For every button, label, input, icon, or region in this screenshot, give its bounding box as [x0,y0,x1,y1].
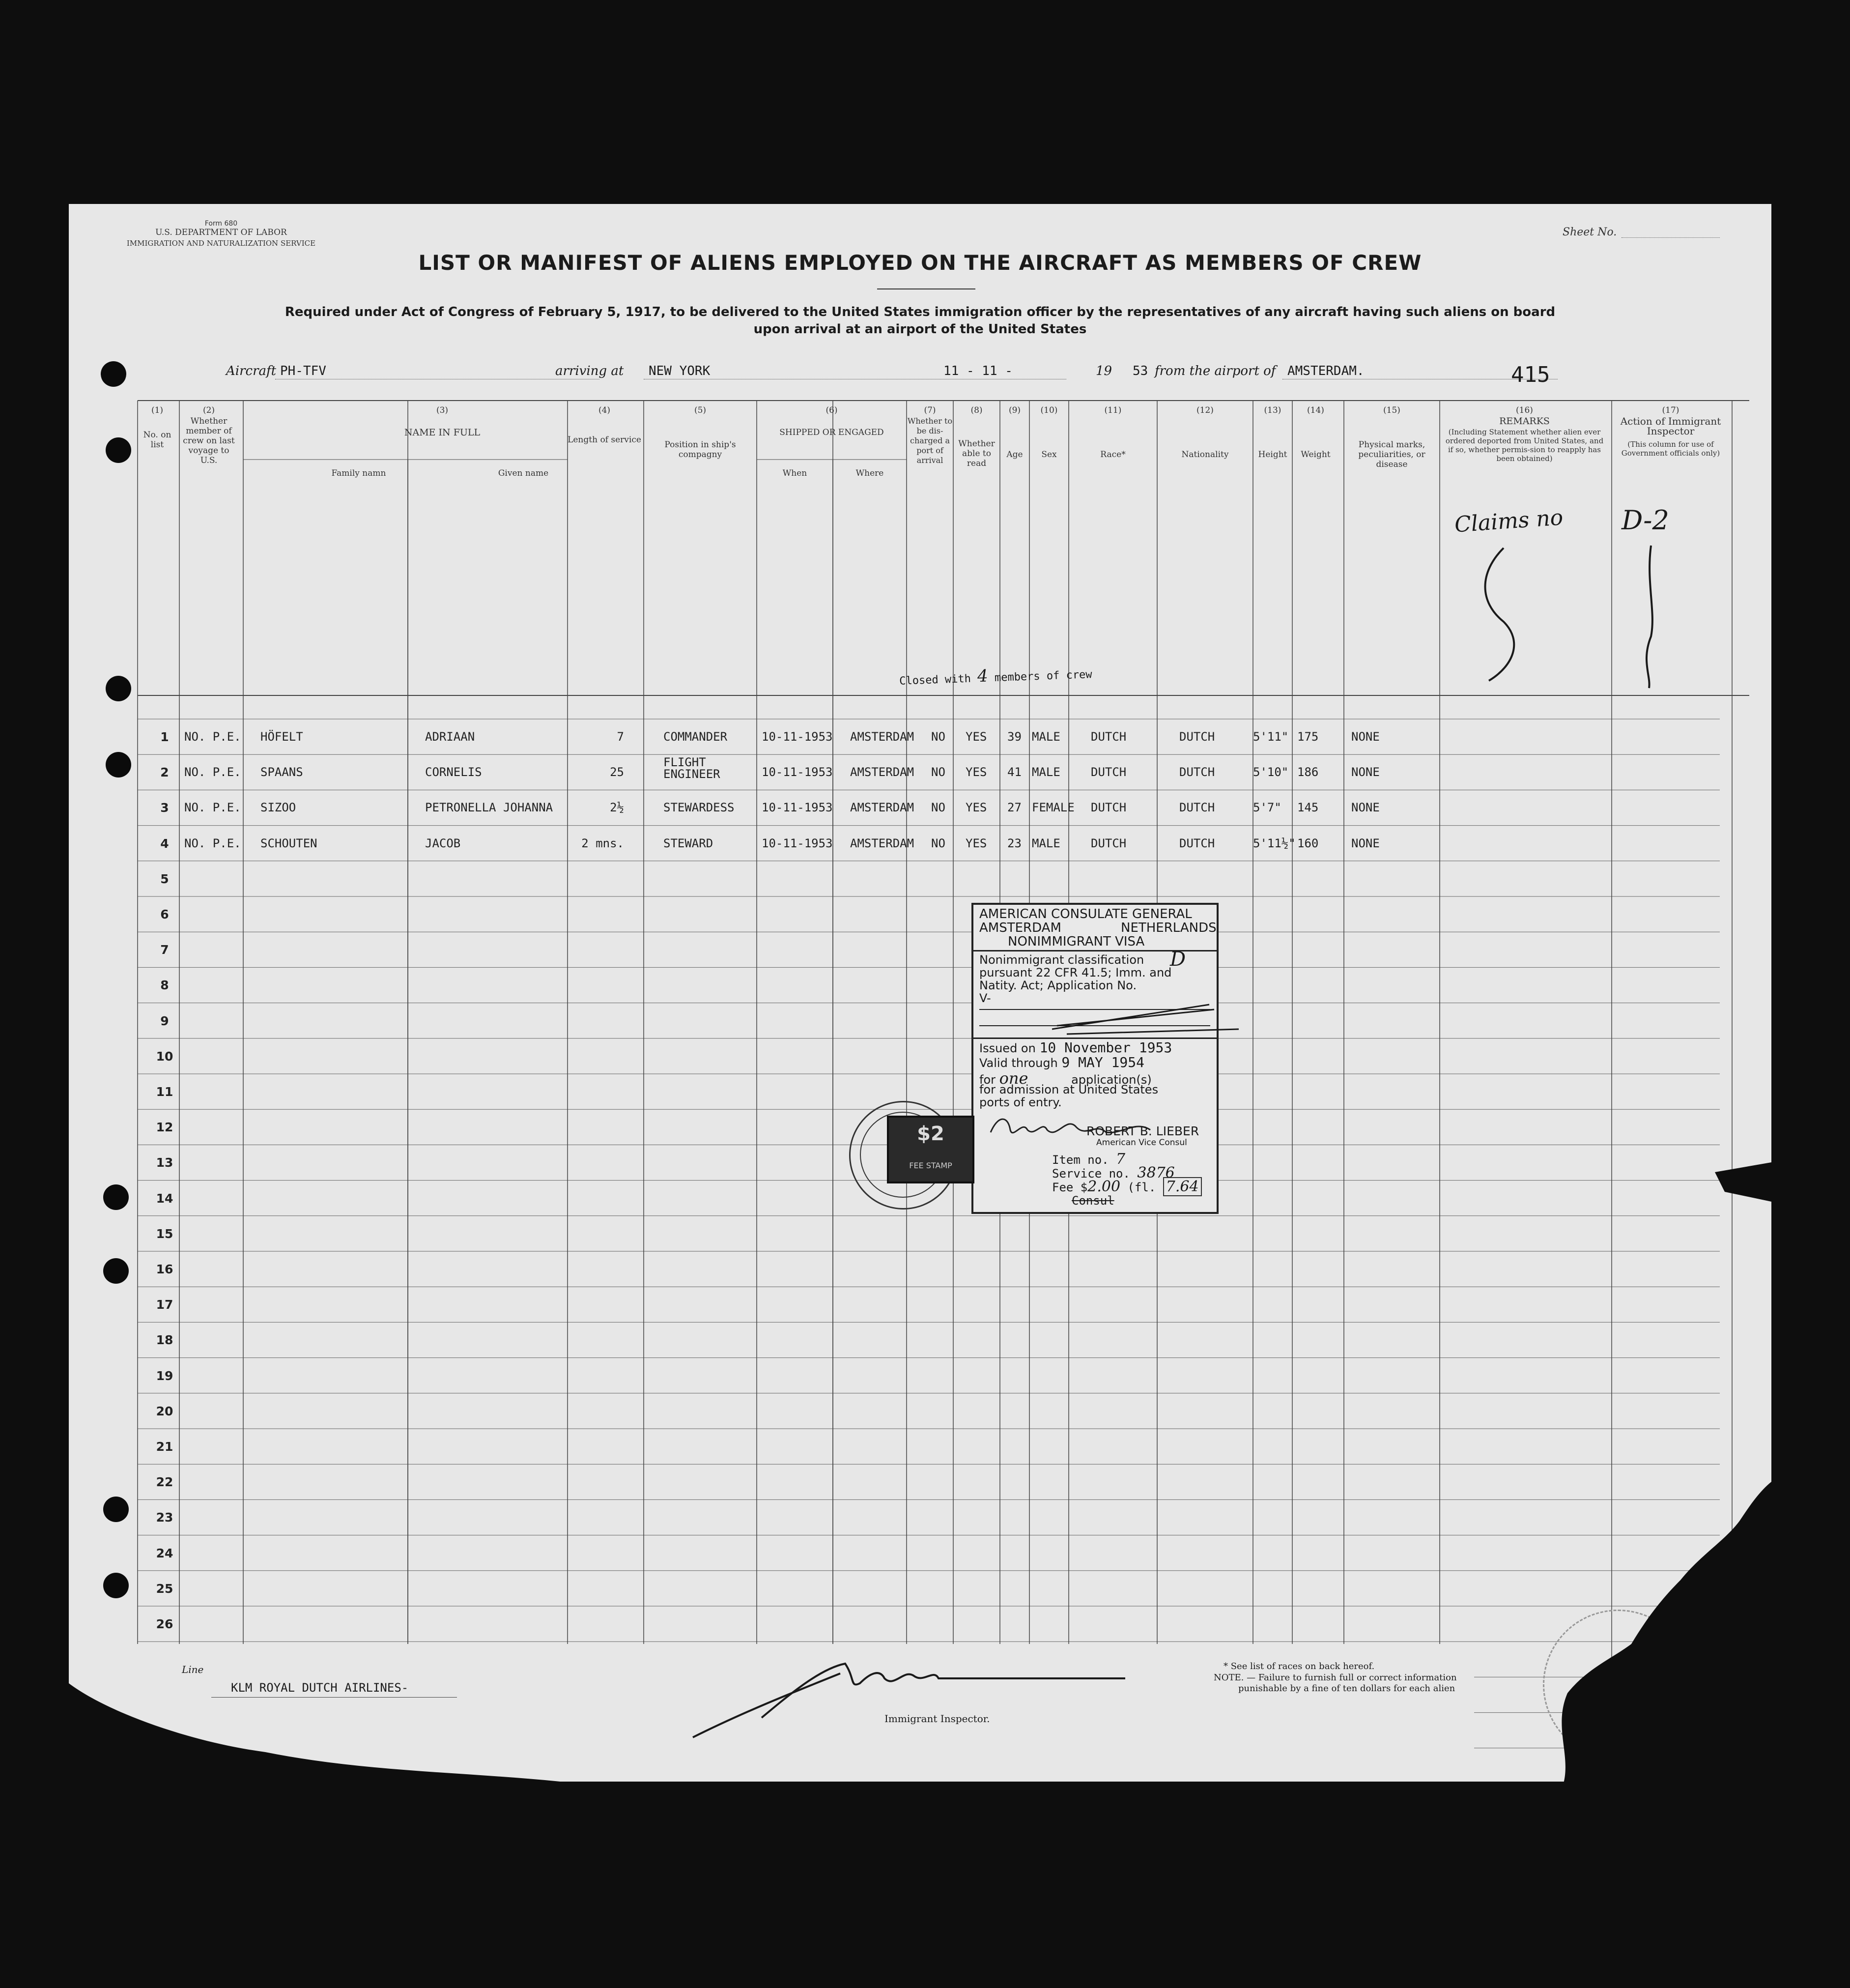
crew-family: SPAANS [260,765,303,779]
department-label: U.S. DEPARTMENT OF LABOR [155,228,287,237]
col10-number: (10) [1040,405,1058,415]
crew-given: PETRONELLA JOHANNA [425,801,553,815]
year-prefix: 19 [1096,364,1112,378]
when-header: When [782,468,807,478]
crew-prev: NO. P.E. [184,730,241,744]
crew-age: 23 [1007,836,1022,850]
where-header: Where [855,468,884,478]
closed-note-pre: Closed with [899,672,971,688]
arriving-label: arriving at [555,364,624,378]
fee-stamp-text: FEE STAMP [909,1161,952,1170]
crew-service: 2½ [610,801,624,815]
col2-header: Whether member of crew on last voyage to U.S. [183,416,235,465]
crew-nationality: DUTCH [1179,836,1215,850]
form-subtitle-1: Required under Act of Congress of February 5, 1917, to be delivered to the United States immigration officer by the representatives of any aircraft having such aliens on board [285,305,1556,319]
crew-race: DUTCH [1091,730,1127,744]
row-number: 2 [160,765,169,780]
row-number: 26 [156,1617,173,1631]
visa-pursuant: pursuant 22 CFR 41.5; Imm. and [979,966,1172,980]
col4-number: (4) [598,405,611,415]
punch-hole [103,1497,129,1522]
row-number: 21 [156,1440,173,1454]
crew-position: FLIGHT ENGINEER [663,755,720,781]
arrival-year: 53 [1133,364,1148,378]
visa-fl-value: 7.64 [1163,1177,1202,1196]
crew-given: JACOB [425,836,461,850]
row-number: 16 [156,1262,173,1276]
crew-discharged: NO [931,765,945,779]
visa-valid [979,1054,1144,1070]
fee-stamp-value: $2 [917,1123,944,1145]
row-number: 6 [160,907,169,922]
row-number: 25 [156,1581,173,1596]
col6-number: (6) [825,405,838,415]
visa-for-label: for [979,1073,996,1087]
crew-when: 10-11-1953 [762,836,833,850]
crew-race: DUTCH [1091,765,1127,779]
col12-number: (12) [1196,405,1214,415]
row-number: 18 [156,1333,173,1348]
aircraft-value: PH-TFV [280,364,326,378]
sheet-number-label: Sheet No. [1563,226,1617,238]
col10-header: Sex [1041,450,1057,460]
crew-position: STEWARD [663,836,713,850]
row-number: 12 [156,1120,173,1135]
col14-header: Weight [1301,450,1331,460]
consul-title: American Vice Consul [1096,1138,1187,1148]
line-label: Line [182,1664,204,1675]
row-number: 4 [160,836,169,851]
col15-number: (15) [1383,405,1400,415]
crew-nationality: DUTCH [1179,765,1215,779]
arriving-value: NEW YORK [649,364,711,378]
col17-header: Action of Immigrant Inspector [1620,415,1721,437]
inspector-label: Immigrant Inspector. [884,1713,990,1725]
page-number-415: 415 [1511,362,1550,387]
crew-service: 25 [610,765,624,779]
visa-natity: Natity. Act; Application No. [979,979,1137,992]
crew-given: ADRIAAN [425,730,475,744]
crew-given: CORNELIS [425,765,482,779]
row-number: 22 [156,1475,173,1490]
col3-header: NAME IN FULL [404,427,481,438]
from-value: AMSTERDAM. [1287,364,1365,378]
col11-number: (11) [1104,405,1122,415]
given-name-header: Given name [498,468,549,478]
arrival-date: 11 - 11 - [943,364,1013,378]
crew-family: SCHOUTEN [260,836,317,850]
crew-where: AMSTERDAM [850,765,914,779]
visa-fee-label: Fee $ [1052,1181,1088,1194]
row-number: 8 [160,978,169,993]
crew-discharged: NO [931,730,945,744]
crew-marks: NONE [1351,765,1380,779]
visa-classification: D [1170,948,1186,971]
visa-item-value: 7 [1116,1151,1126,1168]
col9-header: Age [1006,450,1023,460]
col11-header: Race* [1100,450,1126,460]
visa-stamp [971,903,1219,1214]
visa-fee [1052,1178,1202,1195]
col16-subheader: (Including Statement whether alien ever ordered deported from United States, and if so, whether permis-sion to reapply has been obtained) [1445,428,1604,463]
row-number: 19 [156,1368,173,1383]
crew-where: AMSTERDAM [850,801,914,815]
line-value: KLM ROYAL DUTCH AIRLINES- [231,1681,409,1695]
crew-family: HÖFELT [260,730,303,744]
crew-weight: 175 [1297,730,1319,744]
visa-issued [979,1039,1172,1056]
row-number: 15 [156,1226,173,1241]
row-number: 3 [160,801,169,815]
crew-service: 7 [617,730,624,744]
col1-number: (1) [151,405,164,415]
col1-header: No. on list [143,430,171,450]
row-number: 1 [160,730,169,744]
visa-issued-label: Issued on [979,1041,1036,1055]
visa-fee-value: 2.00 [1087,1178,1121,1195]
aircraft-label: Aircraft [226,364,277,378]
crew-where: AMSTERDAM [850,730,914,744]
col13-number: (13) [1264,405,1281,415]
punch-hole [103,1184,129,1210]
crew-race: DUTCH [1091,801,1127,815]
visa-city: AMSTERDAM [979,921,1061,935]
visa-country: NETHERLANDS [1121,921,1217,935]
crew-age: 41 [1007,765,1022,779]
crew-marks: NONE [1351,801,1380,815]
row-number: 10 [156,1049,173,1064]
crew-sex: MALE [1032,730,1060,744]
col6-header: SHIPPED OR ENGAGED [779,428,884,437]
action-handwriting: D-2 [1622,505,1669,536]
crew-marks: NONE [1351,836,1380,850]
visa-type: NONIMMIGRANT VISA [1008,934,1145,949]
ditto-mark-action [1631,543,1671,691]
visa-valid-date: 9 MAY 1954 [1061,1054,1144,1070]
inspector-signature [683,1649,1125,1757]
row-number: 5 [160,871,169,886]
crew-height: 5'11" [1253,730,1289,744]
col4-header: Length of service [568,435,641,445]
visa-consul-word: Consul [1072,1194,1114,1208]
col8-header: Whether able to read [958,439,995,468]
row-number: 17 [156,1297,173,1312]
visa-item-label: Item no. [1052,1153,1109,1167]
manifest-sheet [69,204,1771,1782]
crew-read: YES [966,765,987,779]
col2-number: (2) [202,405,215,415]
consul-name: ROBERT B. LIEBER [1086,1124,1199,1138]
crew-read: YES [966,836,987,850]
col5-number: (5) [694,405,707,415]
crew-sex: MALE [1032,765,1060,779]
col17-number: (17) [1662,405,1679,415]
crew-when: 10-11-1953 [762,765,833,779]
col15-header: Physical marks, peculiarities, or disease [1358,440,1425,469]
crew-when: 10-11-1953 [762,730,833,744]
visa-divider-2 [973,1037,1217,1039]
torn-corner [1494,1482,1771,1786]
crew-read: YES [966,801,987,815]
crew-sex: MALE [1032,836,1060,850]
crew-race: DUTCH [1091,836,1127,850]
note-failure: NOTE. — Failure to furnish full or correct information [1214,1672,1457,1683]
closed-note-count: 4 [977,666,989,687]
row-number: 11 [156,1085,173,1099]
note-fine: punishable by a fine of ten dollars for each alien [1238,1683,1455,1694]
visa-fl-label: (fl. [1127,1181,1156,1194]
visa-classification-label: Nonimmigrant classification [979,953,1144,967]
crew-prev: NO. P.E. [184,836,241,850]
col14-number: (14) [1307,405,1324,415]
footer-torn-left-shape [69,1644,560,1782]
row-number: 24 [156,1546,173,1560]
crew-weight: 160 [1297,836,1319,850]
crew-height: 5'7" [1253,801,1281,815]
punch-hole [101,361,126,387]
col7-header: Whether to be dis-charged a port of arrival [907,416,953,465]
closed-note-post: members of crew [994,668,1093,685]
visa-service-value: 3876 [1137,1164,1175,1181]
col16-number: (16) [1516,405,1533,415]
punch-hole [103,1573,129,1598]
row-number: 13 [156,1155,173,1170]
crew-nationality: DUTCH [1179,801,1215,815]
col8-number: (8) [970,405,983,415]
visa-applications: application(s) [1071,1073,1152,1087]
crew-sex: FEMALE [1032,801,1075,815]
crew-prev: NO. P.E. [184,801,241,815]
ditto-mark-remarks [1469,543,1528,686]
visa-consulate: AMERICAN CONSULATE GENERAL [979,907,1192,922]
crew-service: 2 mns. [581,836,624,850]
crew-read: YES [966,730,987,744]
punch-hole [103,1258,129,1284]
row-number: 23 [156,1510,173,1525]
col7-number: (7) [924,405,936,415]
from-label: from the airport of [1155,364,1276,378]
crew-height: 5'10" [1253,765,1289,779]
crew-prev: NO. P.E. [184,765,241,779]
form-number: Form 680 [204,220,238,228]
crew-weight: 186 [1297,765,1319,779]
crew-position: STEWARDESS [663,801,735,815]
row-number: 20 [156,1404,173,1418]
visa-strike-lines [1047,992,1244,1037]
form-subtitle-2: upon arrival at an airport of the United States [753,322,1087,337]
visa-issued-date: 10 November 1953 [1039,1039,1172,1056]
punch-hole [106,752,131,778]
crew-nationality: DUTCH [1179,730,1215,744]
crew-when: 10-11-1953 [762,801,833,815]
col3-number: (3) [436,405,449,415]
visa-service-label: Service no. [1052,1167,1130,1181]
crew-family: SIZOO [260,801,296,815]
col12-header: Nationality [1181,450,1229,460]
row-number: 7 [160,943,169,957]
crew-age: 27 [1007,801,1022,815]
note-races: * See list of races on back hereof. [1224,1661,1375,1671]
col9-number: (9) [1008,405,1021,415]
col17-subheader: (This column for use of Government officials only) [1621,440,1720,458]
col5-header: Position in ship's compagny [664,440,736,460]
visa-for-value: one [999,1069,1028,1088]
col13-header: Height [1258,450,1287,460]
form-title: LIST OR MANIFEST OF ALIENS EMPLOYED ON THE AIRCRAFT AS MEMBERS OF CREW [418,251,1422,275]
row-number: 14 [156,1191,173,1206]
punch-hole [106,437,131,463]
row-number: 9 [160,1013,169,1028]
remarks-handwriting: Claims no [1453,505,1564,538]
crew-position: COMMANDER [663,730,728,744]
crew-weight: 145 [1297,801,1319,815]
visa-admission: for admission at United States [979,1083,1159,1096]
service-label: IMMIGRATION AND NATURALIZATION SERVICE [126,239,316,248]
punch-hole [106,676,131,701]
crew-discharged: NO [931,836,945,850]
crew-marks: NONE [1351,730,1380,744]
visa-v: V- [979,991,991,1005]
fee-stamp [887,1116,974,1183]
crew-discharged: NO [931,801,945,815]
crew-where: AMSTERDAM [850,836,914,850]
visa-ports: ports of entry. [979,1095,1062,1109]
crew-age: 39 [1007,730,1022,744]
crew-height: 5'11½" [1253,836,1296,850]
tear-mark [1715,1162,1771,1202]
col16-header: REMARKS [1499,416,1550,427]
visa-valid-label: Valid through [979,1056,1058,1070]
footer-torn-left [69,1644,560,1782]
family-name-header: Family namn [331,468,386,478]
